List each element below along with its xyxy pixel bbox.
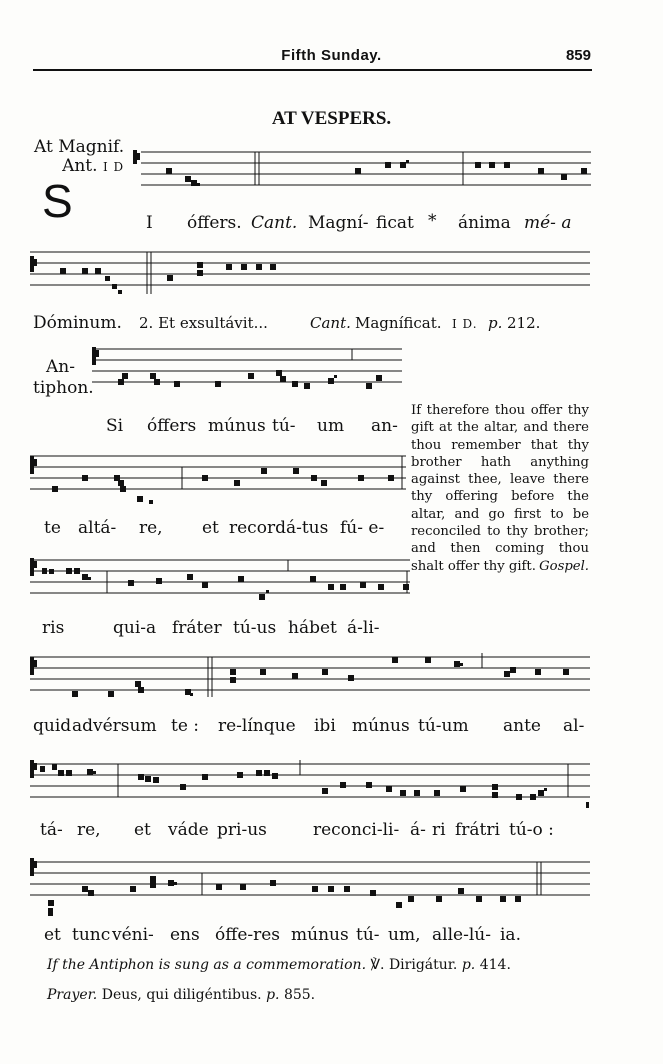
staff-2 — [30, 248, 590, 303]
line5-lyric-1: ris — [42, 618, 65, 638]
footer-prayer-label: Prayer. — [47, 987, 98, 1003]
section-title: AT VESPERS. — [271, 108, 392, 129]
footer-p-1: p. — [461, 957, 476, 973]
translation-body: If therefore thou offer thy gift at the altar, and there thou remember that thy brother hath anything against thee, leave there thy offering before the altar, and go first to be reconciled to thy brother; and then coming thou shalt offer thy gift. — [411, 403, 589, 574]
line2-lyric-6: p. — [488, 314, 503, 332]
line6-lyric-7: tú-um — [418, 716, 469, 736]
translation-source: Gospel. — [539, 558, 589, 574]
line6-lyric-5: ibi — [314, 716, 336, 736]
line3-lyric-6: an- — [371, 416, 398, 436]
footer-page-2: 855. — [283, 987, 316, 1003]
line7-lyric-2: re, — [77, 820, 101, 840]
line8-lyric-4: ens — [170, 925, 200, 945]
translation-text — [411, 402, 589, 575]
line3-lyric-4: tú- — [272, 416, 296, 436]
line6-lyric-8: ante — [503, 716, 541, 736]
line7-lyric-3: et — [134, 820, 151, 840]
footer-prayer — [47, 987, 315, 1003]
line2-lyric-2: 2. Et exsultávit... — [139, 314, 268, 332]
line4-lyric-5: recordá-tus — [229, 518, 329, 538]
page-number: 859 — [565, 47, 591, 64]
line8-lyric-5: óffe-res — [215, 925, 281, 945]
line3-lyric-1: Si — [106, 416, 124, 436]
line6-lyric-9: al- — [563, 716, 585, 736]
line2-lyric-1: Dóminum. — [33, 313, 122, 333]
line7-lyric-1: tá- — [40, 820, 63, 840]
line4-lyric-3: re, — [139, 518, 163, 538]
line8-lyric-6: múnus — [291, 925, 349, 945]
line1-lyric-3: Cant. — [251, 213, 298, 233]
line7-lyric-8: ri — [432, 820, 446, 840]
line2-lyric-3: Cant. — [310, 314, 351, 332]
line4-lyric-1: te — [44, 518, 61, 538]
line7-lyric-6: reconci-li- — [313, 820, 400, 840]
staff-8 — [30, 858, 592, 918]
line7-lyric-4: váde — [168, 820, 209, 840]
footer-commemoration-note: If the Antiphon is sung as a commemoration. — [47, 957, 367, 973]
line7-lyric-5: pri-us — [217, 820, 267, 840]
initial-letter: S — [42, 175, 73, 227]
line5-lyric-3: fráter — [172, 618, 222, 638]
line1-lyric-4: Magní- — [308, 213, 369, 233]
line8-lyric-3: véni- — [112, 925, 154, 945]
versicle-symbol: ℣. — [370, 957, 385, 973]
line4-lyric-4: et — [202, 518, 219, 538]
footer-p-2: p. — [266, 987, 280, 1003]
footer-prayer-text: Deus, qui diligéntibus. — [101, 987, 262, 1003]
line6-lyric-6: múnus — [352, 716, 410, 736]
line2-lyric-7: 212. — [507, 314, 541, 332]
line2-lyric-5: I D. — [452, 317, 478, 331]
line5-lyric-2: qui-a — [113, 618, 157, 638]
line4-lyric-6: fú- e- — [340, 518, 385, 538]
line8-lyric-2: tunc — [72, 925, 111, 945]
line7-lyric-10: tú-o : — [509, 820, 554, 840]
line8-lyric-10: ia. — [500, 925, 521, 945]
footer-page-1: 414. — [479, 957, 511, 973]
antiphon-label — [34, 138, 124, 177]
line6-lyric-3: te : — [171, 716, 200, 736]
antiphon-mode: I D — [102, 160, 125, 174]
staff-6 — [30, 653, 592, 708]
antiphon2-label-line1: An- — [46, 357, 75, 377]
antiphon-label-line2: Ant. — [62, 156, 98, 176]
line5-lyric-6: á-li- — [347, 618, 380, 638]
footer-commemoration — [47, 957, 511, 973]
line8-lyric-1: et — [44, 925, 61, 945]
line1-lyric-5: ficat — [376, 213, 414, 233]
line1-lyric-8: mé- a — [524, 213, 572, 233]
staff-5 — [30, 556, 412, 611]
line7-lyric-7: á- — [410, 820, 426, 840]
line8-lyric-8: um, — [388, 925, 421, 945]
header-rule — [33, 69, 592, 71]
line6-lyric-2: advérsum — [72, 716, 157, 736]
line6-lyric-1: quid — [33, 716, 72, 736]
line3-lyric-2: óffers — [147, 416, 197, 436]
line3-lyric-5: um — [317, 416, 345, 436]
running-title: Fifth Sunday. — [281, 47, 382, 64]
staff-7 — [30, 760, 592, 815]
line1-lyric-1: I — [146, 213, 153, 233]
footer-dirigatur: Dirigátur. — [388, 957, 458, 973]
line8-lyric-7: tú- — [356, 925, 380, 945]
staff-3 — [92, 345, 407, 405]
antiphon2-label-line2: tiphon. — [33, 378, 94, 398]
line1-lyric-7: ánima — [458, 213, 511, 233]
line4-lyric-2: altá- — [78, 518, 117, 538]
staff-1 — [133, 150, 593, 200]
line1-lyric-2: óffers. — [187, 213, 242, 233]
line5-lyric-4: tú-us — [233, 618, 277, 638]
staff-4 — [30, 452, 408, 512]
line8-lyric-9: alle-lú- — [432, 925, 491, 945]
antiphon-label-line1: At Magnif. — [34, 137, 125, 157]
line5-lyric-5: hábet — [288, 618, 337, 638]
line1-lyric-6: * — [428, 211, 437, 231]
line6-lyric-4: re-línque — [218, 716, 296, 736]
line2-lyric-4: Magníficat. — [355, 314, 442, 332]
line3-lyric-3: múnus — [208, 416, 266, 436]
line7-lyric-9: frátri — [455, 820, 500, 840]
